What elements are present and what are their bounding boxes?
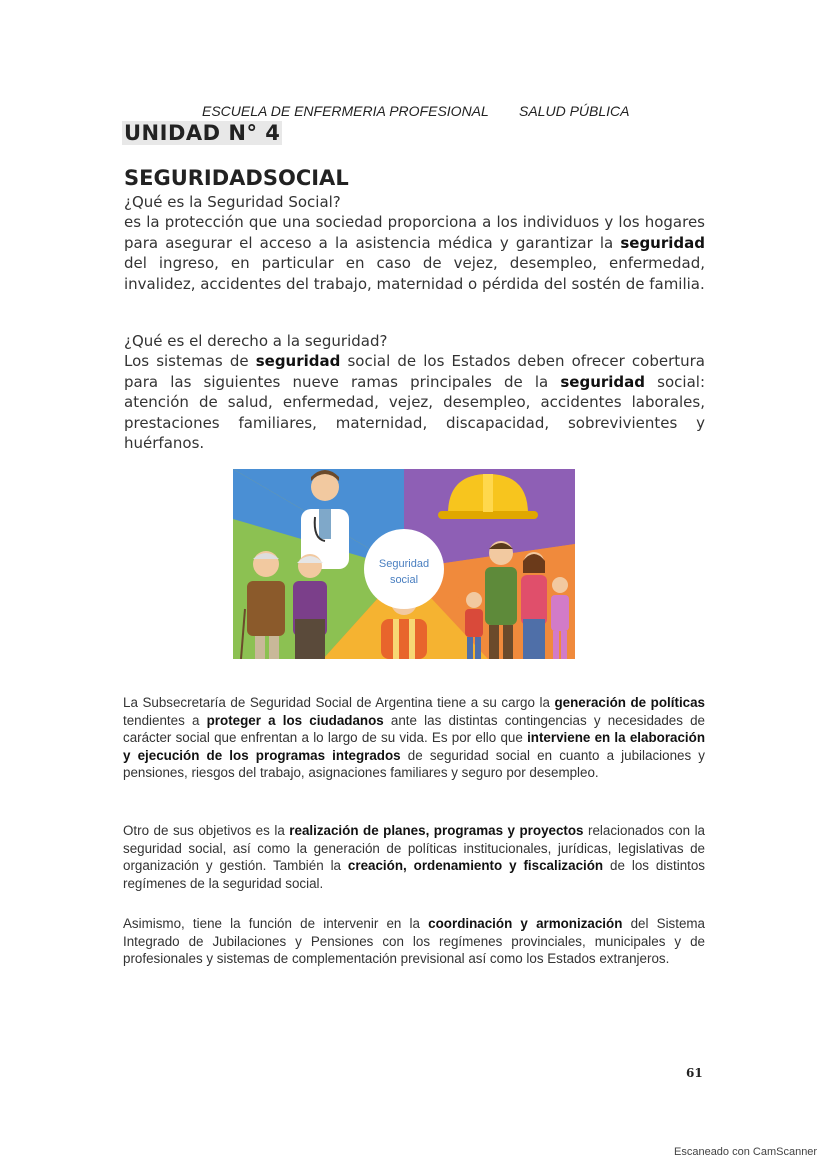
- unit-title: UNIDAD N° 4: [124, 121, 281, 145]
- p1-bold-b: proteger a los ciudadanos: [206, 712, 384, 728]
- header-subject: SALUD PÚBLICA: [519, 103, 630, 119]
- answer-1-bold: seguridad: [620, 233, 705, 252]
- scanner-watermark: Escaneado con CamScanner: [674, 1146, 818, 1158]
- answer-2: [124, 351, 705, 454]
- answer-1-text-a: es la protección que una sociedad proporciona a los individuos y los hogares para asegurar el acceso a la asistencia médica y garantizar la: [124, 213, 705, 252]
- p1-text-d: de seguridad social en cuanto a jubilaciones y pensiones, riesgos del trabajo, asignaciones familiares y seguro por desempleo.: [123, 747, 706, 780]
- section-title: SEGURIDADSOCIAL: [124, 166, 349, 190]
- header-school: ESCUELA DE ENFERMERIA PROFESIONAL: [202, 103, 489, 119]
- answer-1: [124, 212, 705, 294]
- center-label-line1: Seguridad: [378, 558, 430, 570]
- p1-bold-c: interviene en la elaboración y ejecución de los programas integrados: [123, 730, 706, 763]
- answer-1-text-b: del ingreso, en particular en caso de vejez, desempleo, enfermedad, invalidez, accidentes del trabajo, maternidad o pérdida del sostén de familia.: [124, 254, 705, 293]
- p2-text-a: Otro de sus objetivos es la: [123, 823, 290, 838]
- p2-text-c: de los distintos regímenes de la seguridad social.: [123, 858, 706, 891]
- p3-text-a: Asimismo, tiene la función de intervenir en la: [123, 916, 429, 931]
- paragraph-2: [123, 822, 705, 892]
- p1-text-c: ante las distintas contingencias y necesidades de carácter social que enfrentan a lo largo de su vida. Es por ello que: [123, 712, 706, 745]
- paragraph-3: [123, 915, 705, 968]
- question-2: ¿Qué es el derecho a la seguridad?: [124, 332, 388, 350]
- p2-bold-b: creación, ordenamiento y fiscalización: [347, 858, 604, 873]
- paragraph-1: [123, 694, 705, 782]
- p1-text-a: La Subsecretaría de Seguridad Social de Argentina tiene a su cargo la: [123, 695, 555, 710]
- page-number: 61: [686, 1066, 703, 1080]
- p2-bold-a: realización de planes, programas y proyectos: [289, 823, 584, 838]
- p3-text-b: del Sistema Integrado de Jubilaciones y Pensiones con los regímenes provinciales, municipales y de profesionales y sistemas de complementación previsional así como los Estados extranjeros.: [123, 916, 706, 966]
- p1-text-b: tendientes a: [123, 712, 207, 728]
- social-security-illustration: [233, 469, 575, 659]
- center-label-line2: social: [389, 574, 419, 586]
- answer-2-bold-b: seguridad: [560, 372, 646, 391]
- answer-2-text-c: social: atención de salud, enfermedad, vejez, desempleo, accidentes laborales, prestaciones familiares, maternidad, discapacidad, sobrevivientes y huérfanos.: [124, 372, 705, 452]
- p2-text-b: relacionados con la seguridad social, así como la generación de políticas institucionales, jurídicas, legislativas de organización y gestión. También la: [123, 823, 705, 873]
- answer-2-text-b: social de los Estados deben ofrecer cobertura para las siguientes nueve ramas principales de la: [124, 352, 705, 391]
- question-1: ¿Qué es la Seguridad Social?: [124, 193, 341, 211]
- p1-bold-a: generación de políticas: [554, 695, 706, 710]
- answer-2-bold-a: seguridad: [255, 352, 341, 370]
- p3-bold-a: coordinación y armonización: [428, 916, 623, 931]
- answer-2-text-a: Los sistemas de: [124, 352, 256, 370]
